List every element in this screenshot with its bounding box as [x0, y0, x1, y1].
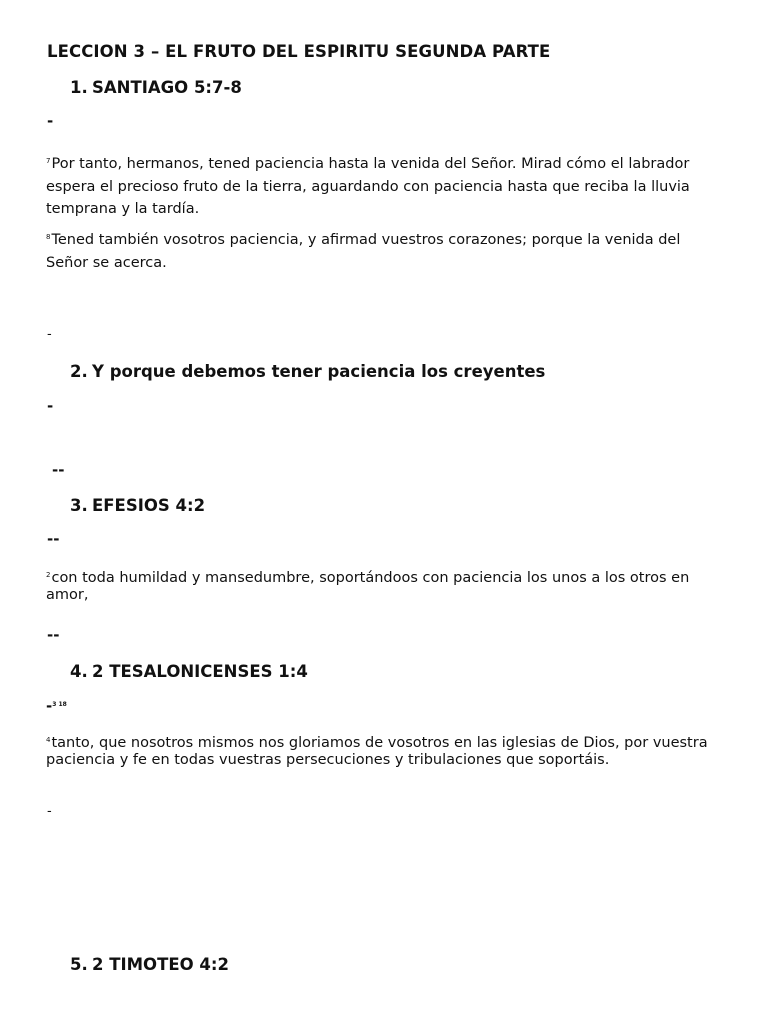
section-heading-5	[70, 955, 229, 974]
dash-marker: -	[47, 397, 54, 415]
dash-marker: -	[46, 697, 53, 715]
section-heading-1	[70, 78, 242, 97]
verse-text: Por tanto, hermanos, tened paciencia hasta la venida del Señor. Mirad cómo el labrador espera el precioso fruto de la tierra, aguardando con paciencia hasta que reciba la lluvia temprana y la tardía.	[46, 156, 690, 217]
section-number: 2.	[70, 362, 88, 381]
verse-number: 2	[46, 571, 51, 579]
section-title: EFESIOS 4:2	[92, 496, 206, 515]
section-title: Y porque debemos tener paciencia los creyentes	[92, 362, 546, 381]
verse-text: tanto, que nosotros mismos nos gloriamos de vosotros en las iglesias de Dios, por vuestra paciencia y fe en todas vuestras persecuciones y tribulaciones que soportáis.	[46, 735, 708, 768]
dash-note-marker	[46, 697, 67, 715]
verse-paragraph	[46, 732, 726, 769]
page-title: LECCION 3 – EL FRUTO DEL ESPIRITU SEGUNDA PARTE	[47, 42, 551, 61]
dash-marker: -	[47, 804, 52, 819]
section-heading-4	[70, 662, 308, 681]
verse-number: 7	[46, 157, 51, 165]
section-title: 2 TESALONICENSES 1:4	[92, 662, 308, 681]
verse-number: 8	[46, 233, 51, 241]
dash-marker: -	[47, 112, 54, 130]
double-dash-marker: --	[47, 530, 60, 548]
section-heading-2	[70, 362, 545, 381]
section-number: 3.	[70, 496, 88, 515]
verse-paragraph	[46, 226, 726, 274]
section-title: 2 TIMOTEO 4:2	[92, 955, 229, 974]
verse-text: Tened también vosotros paciencia, y afirmad vuestros corazones; porque la venida del Señor se acerca.	[46, 232, 681, 271]
double-dash-marker: --	[52, 461, 65, 479]
verse-paragraph	[46, 567, 726, 604]
verse-text: con toda humildad y mansedumbre, soportándoos con paciencia los unos a los otros en amor,	[46, 570, 690, 603]
section-number: 1.	[70, 78, 88, 97]
section-heading-3	[70, 496, 205, 515]
double-dash-marker: --	[47, 626, 60, 644]
verse-number: 4	[46, 736, 51, 744]
small-note: 3 18	[52, 701, 67, 708]
verse-paragraph	[46, 150, 726, 221]
section-number: 5.	[70, 955, 88, 974]
section-title: SANTIAGO 5:7-8	[92, 78, 242, 97]
dash-marker: -	[47, 327, 52, 342]
section-number: 4.	[70, 662, 88, 681]
